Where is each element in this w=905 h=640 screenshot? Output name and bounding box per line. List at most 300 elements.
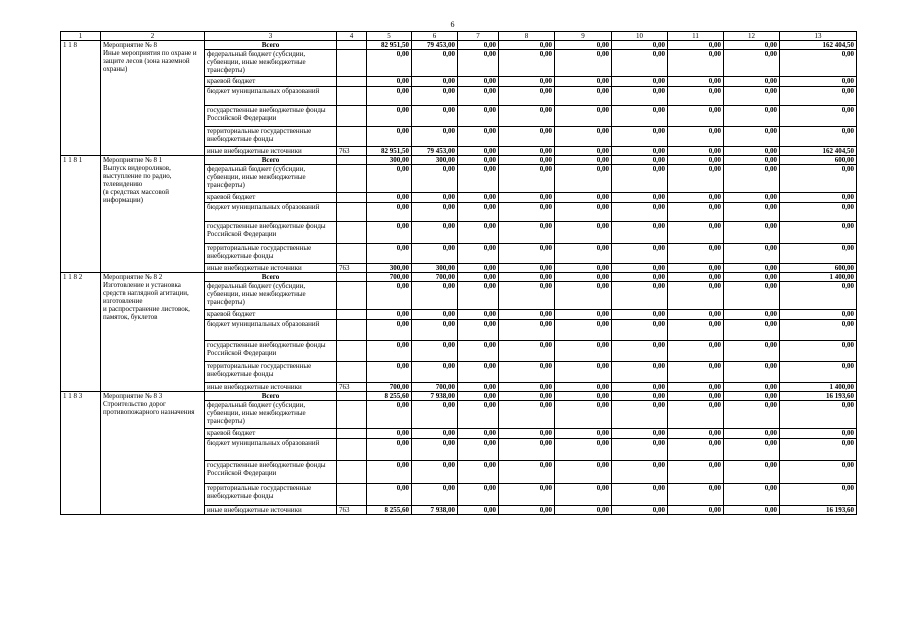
column-4-value: 763 — [337, 506, 367, 515]
amount-cell: 0,00 — [555, 147, 612, 156]
amount-cell: 0,00 — [412, 127, 458, 147]
funding-source: бюджет муниципальных образований — [205, 439, 337, 461]
column-header: 4 — [337, 32, 367, 41]
amount-cell: 0,00 — [724, 273, 780, 282]
amount-cell: 700,00 — [367, 383, 412, 392]
funding-source: бюджет муниципальных образований — [205, 320, 337, 341]
amount-cell: 0,00 — [612, 439, 668, 461]
column-4-value — [337, 484, 367, 506]
amount-cell: 0,00 — [367, 461, 412, 484]
amount-cell: 0,00 — [458, 264, 499, 273]
column-4-value — [337, 341, 367, 362]
funding-source: краевой бюджет — [205, 310, 337, 320]
column-header: 2 — [101, 32, 205, 41]
amount-cell: 0,00 — [458, 310, 499, 320]
column-4-value: 763 — [337, 147, 367, 156]
amount-cell: 0,00 — [499, 484, 555, 506]
amount-cell: 82 951,50 — [367, 147, 412, 156]
amount-cell: 0,00 — [458, 50, 499, 77]
amount-cell: 0,00 — [412, 310, 458, 320]
amount-cell: 0,00 — [555, 264, 612, 273]
amount-cell: 0,00 — [367, 401, 412, 429]
amount-cell: 0,00 — [780, 203, 857, 222]
amount-cell: 0,00 — [724, 156, 780, 165]
amount-cell: 700,00 — [412, 273, 458, 282]
measure-description: Мероприятие № 8 2 Изготовление и установка средств наглядной агитации, изготовление и распространение листовок, памяток, буклетов — [101, 273, 205, 392]
amount-cell: 0,00 — [499, 222, 555, 244]
amount-cell: 0,00 — [367, 310, 412, 320]
amount-cell: 0,00 — [499, 77, 555, 87]
amount-cell: 0,00 — [612, 193, 668, 203]
column-4-value — [337, 461, 367, 484]
amount-cell: 0,00 — [612, 106, 668, 127]
column-header: 7 — [458, 32, 499, 41]
funding-source: Всего — [205, 392, 337, 401]
amount-cell: 0,00 — [458, 156, 499, 165]
amount-cell: 0,00 — [668, 156, 724, 165]
amount-cell: 0,00 — [458, 383, 499, 392]
amount-cell: 0,00 — [780, 429, 857, 439]
amount-cell: 0,00 — [367, 429, 412, 439]
amount-cell: 0,00 — [780, 222, 857, 244]
column-4-value — [337, 165, 367, 193]
budget-table — [60, 31, 857, 515]
amount-cell: 0,00 — [458, 484, 499, 506]
amount-cell: 0,00 — [612, 127, 668, 147]
amount-cell: 0,00 — [668, 203, 724, 222]
amount-cell: 0,00 — [612, 282, 668, 310]
amount-cell: 0,00 — [780, 320, 857, 341]
amount-cell: 0,00 — [668, 264, 724, 273]
amount-cell: 0,00 — [555, 392, 612, 401]
amount-cell: 0,00 — [555, 484, 612, 506]
amount-cell: 0,00 — [780, 165, 857, 193]
column-4-value — [337, 320, 367, 341]
funding-source: краевой бюджет — [205, 193, 337, 203]
column-4-value: 763 — [337, 383, 367, 392]
funding-source: Всего — [205, 273, 337, 282]
amount-cell: 0,00 — [412, 203, 458, 222]
amount-cell: 0,00 — [724, 193, 780, 203]
measure-code: 1 1 8 — [61, 41, 101, 156]
amount-cell: 0,00 — [367, 50, 412, 77]
amount-cell: 0,00 — [612, 310, 668, 320]
amount-cell: 0,00 — [668, 165, 724, 193]
amount-cell: 0,00 — [555, 282, 612, 310]
amount-cell: 0,00 — [724, 165, 780, 193]
amount-cell: 0,00 — [499, 50, 555, 77]
amount-cell: 0,00 — [367, 77, 412, 87]
funding-source: территориальные государственные внебюджетные фонды — [205, 362, 337, 383]
amount-cell: 0,00 — [555, 244, 612, 264]
funding-source: иные внебюджетные источники — [205, 147, 337, 156]
funding-source: краевой бюджет — [205, 77, 337, 87]
funding-source: государственные внебюджетные фонды Российской Федерации — [205, 341, 337, 362]
column-header: 11 — [668, 32, 724, 41]
amount-cell: 0,00 — [668, 392, 724, 401]
amount-cell: 0,00 — [612, 87, 668, 106]
amount-cell: 0,00 — [724, 87, 780, 106]
column-4-value — [337, 203, 367, 222]
amount-cell: 0,00 — [780, 282, 857, 310]
amount-cell: 0,00 — [499, 506, 555, 515]
amount-cell: 0,00 — [612, 383, 668, 392]
amount-cell: 0,00 — [724, 484, 780, 506]
amount-cell: 0,00 — [458, 203, 499, 222]
measure-code: 1 1 8 3 — [61, 392, 101, 515]
amount-cell: 1 400,00 — [780, 383, 857, 392]
amount-cell: 79 453,00 — [412, 147, 458, 156]
amount-cell: 0,00 — [612, 362, 668, 383]
amount-cell: 0,00 — [412, 165, 458, 193]
column-header-row — [61, 32, 857, 41]
column-4-value — [337, 127, 367, 147]
amount-cell: 0,00 — [458, 273, 499, 282]
amount-cell: 0,00 — [499, 203, 555, 222]
amount-cell: 0,00 — [412, 401, 458, 429]
amount-cell: 0,00 — [412, 341, 458, 362]
amount-cell: 700,00 — [412, 383, 458, 392]
amount-cell: 0,00 — [724, 282, 780, 310]
amount-cell: 0,00 — [612, 506, 668, 515]
amount-cell: 0,00 — [612, 41, 668, 50]
amount-cell: 0,00 — [668, 87, 724, 106]
amount-cell: 0,00 — [668, 310, 724, 320]
table-row — [61, 273, 857, 282]
amount-cell: 0,00 — [555, 156, 612, 165]
amount-cell: 0,00 — [412, 222, 458, 244]
amount-cell: 0,00 — [724, 106, 780, 127]
column-4-value: 763 — [337, 264, 367, 273]
amount-cell: 0,00 — [458, 401, 499, 429]
amount-cell: 0,00 — [458, 193, 499, 203]
amount-cell: 0,00 — [412, 461, 458, 484]
amount-cell: 0,00 — [780, 106, 857, 127]
amount-cell: 0,00 — [724, 244, 780, 264]
amount-cell: 0,00 — [458, 506, 499, 515]
amount-cell: 0,00 — [612, 461, 668, 484]
column-header: 5 — [367, 32, 412, 41]
amount-cell: 0,00 — [412, 50, 458, 77]
funding-source: федеральный бюджет (субсидии, субвенции, иные межбюджетные трансферты) — [205, 50, 337, 77]
amount-cell: 0,00 — [724, 461, 780, 484]
amount-cell: 0,00 — [412, 439, 458, 461]
amount-cell: 79 453,00 — [412, 41, 458, 50]
amount-cell: 0,00 — [412, 282, 458, 310]
amount-cell: 0,00 — [612, 203, 668, 222]
funding-source: бюджет муниципальных образований — [205, 87, 337, 106]
amount-cell: 300,00 — [367, 156, 412, 165]
amount-cell: 0,00 — [412, 362, 458, 383]
measure-description: Мероприятие № 8 3 Строительство дорог противопожарного назначения — [101, 392, 205, 515]
amount-cell: 0,00 — [668, 341, 724, 362]
amount-cell: 0,00 — [780, 244, 857, 264]
amount-cell: 0,00 — [458, 320, 499, 341]
amount-cell: 0,00 — [612, 341, 668, 362]
funding-source: территориальные государственные внебюджетные фонды — [205, 244, 337, 264]
amount-cell: 0,00 — [555, 506, 612, 515]
column-header: 12 — [724, 32, 780, 41]
amount-cell: 7 938,00 — [412, 392, 458, 401]
amount-cell: 0,00 — [724, 362, 780, 383]
amount-cell: 0,00 — [668, 222, 724, 244]
amount-cell: 0,00 — [499, 320, 555, 341]
column-4-value — [337, 50, 367, 77]
amount-cell: 0,00 — [458, 165, 499, 193]
amount-cell: 0,00 — [555, 106, 612, 127]
column-4-value — [337, 87, 367, 106]
amount-cell: 0,00 — [780, 439, 857, 461]
amount-cell: 0,00 — [458, 147, 499, 156]
amount-cell: 0,00 — [499, 401, 555, 429]
amount-cell: 0,00 — [668, 273, 724, 282]
amount-cell: 0,00 — [367, 341, 412, 362]
amount-cell: 0,00 — [367, 362, 412, 383]
amount-cell: 300,00 — [367, 264, 412, 273]
column-header: 13 — [780, 32, 857, 41]
amount-cell: 0,00 — [668, 401, 724, 429]
amount-cell: 0,00 — [612, 392, 668, 401]
amount-cell: 0,00 — [499, 87, 555, 106]
amount-cell: 0,00 — [668, 282, 724, 310]
funding-source: территориальные государственные внебюджетные фонды — [205, 127, 337, 147]
amount-cell: 0,00 — [724, 401, 780, 429]
column-header: 9 — [555, 32, 612, 41]
amount-cell: 0,00 — [724, 77, 780, 87]
amount-cell: 0,00 — [668, 362, 724, 383]
funding-source: государственные внебюджетные фонды Российской Федерации — [205, 106, 337, 127]
amount-cell: 0,00 — [499, 193, 555, 203]
column-4-value — [337, 362, 367, 383]
amount-cell: 0,00 — [612, 429, 668, 439]
amount-cell: 0,00 — [780, 362, 857, 383]
amount-cell: 0,00 — [780, 401, 857, 429]
amount-cell: 0,00 — [367, 244, 412, 264]
amount-cell: 0,00 — [555, 77, 612, 87]
amount-cell: 0,00 — [499, 429, 555, 439]
amount-cell: 0,00 — [724, 383, 780, 392]
funding-source: иные внебюджетные источники — [205, 264, 337, 273]
amount-cell: 600,00 — [780, 264, 857, 273]
amount-cell: 0,00 — [499, 392, 555, 401]
amount-cell: 0,00 — [668, 127, 724, 147]
amount-cell: 0,00 — [555, 203, 612, 222]
amount-cell: 0,00 — [412, 429, 458, 439]
amount-cell: 0,00 — [367, 203, 412, 222]
amount-cell: 0,00 — [555, 273, 612, 282]
column-header: 8 — [499, 32, 555, 41]
column-4-value — [337, 273, 367, 282]
amount-cell: 0,00 — [412, 106, 458, 127]
funding-source: федеральный бюджет (субсидии, субвенции, иные межбюджетные трансферты) — [205, 401, 337, 429]
amount-cell: 8 255,60 — [367, 506, 412, 515]
amount-cell: 0,00 — [412, 193, 458, 203]
amount-cell: 0,00 — [555, 193, 612, 203]
amount-cell: 0,00 — [612, 401, 668, 429]
amount-cell: 0,00 — [612, 484, 668, 506]
amount-cell: 0,00 — [499, 147, 555, 156]
column-4-value — [337, 41, 367, 50]
column-header: 10 — [612, 32, 668, 41]
amount-cell: 0,00 — [555, 320, 612, 341]
amount-cell: 0,00 — [458, 429, 499, 439]
amount-cell: 0,00 — [458, 106, 499, 127]
amount-cell: 0,00 — [724, 147, 780, 156]
amount-cell: 0,00 — [499, 439, 555, 461]
amount-cell: 0,00 — [499, 273, 555, 282]
amount-cell: 0,00 — [668, 383, 724, 392]
amount-cell: 0,00 — [724, 429, 780, 439]
amount-cell: 0,00 — [555, 50, 612, 77]
amount-cell: 0,00 — [780, 193, 857, 203]
amount-cell: 0,00 — [367, 439, 412, 461]
column-4-value — [337, 156, 367, 165]
amount-cell: 0,00 — [612, 165, 668, 193]
amount-cell: 0,00 — [499, 127, 555, 147]
amount-cell: 0,00 — [612, 147, 668, 156]
amount-cell: 0,00 — [458, 362, 499, 383]
column-4-value — [337, 401, 367, 429]
column-4-value — [337, 193, 367, 203]
amount-cell: 700,00 — [367, 273, 412, 282]
column-header: 6 — [412, 32, 458, 41]
amount-cell: 0,00 — [555, 222, 612, 244]
amount-cell: 0,00 — [668, 429, 724, 439]
amount-cell: 0,00 — [499, 341, 555, 362]
measure-description: Мероприятие № 8 1 Выпуск видеороликов, выступление по радио, телевидению (в средствах массовой информации) — [101, 156, 205, 273]
amount-cell: 0,00 — [780, 461, 857, 484]
amount-cell: 16 193,60 — [780, 506, 857, 515]
amount-cell: 0,00 — [367, 106, 412, 127]
amount-cell: 0,00 — [555, 401, 612, 429]
amount-cell: 0,00 — [555, 439, 612, 461]
amount-cell: 0,00 — [780, 341, 857, 362]
amount-cell: 0,00 — [612, 50, 668, 77]
amount-cell: 0,00 — [555, 165, 612, 193]
funding-source: краевой бюджет — [205, 429, 337, 439]
amount-cell: 0,00 — [458, 439, 499, 461]
amount-cell: 0,00 — [612, 264, 668, 273]
amount-cell: 0,00 — [458, 461, 499, 484]
amount-cell: 0,00 — [668, 320, 724, 341]
measure-code: 1 1 8 1 — [61, 156, 101, 273]
amount-cell: 0,00 — [499, 264, 555, 273]
amount-cell: 0,00 — [367, 320, 412, 341]
amount-cell: 0,00 — [668, 50, 724, 77]
amount-cell: 16 193,60 — [780, 392, 857, 401]
column-4-value — [337, 439, 367, 461]
amount-cell: 0,00 — [780, 50, 857, 77]
column-4-value — [337, 429, 367, 439]
amount-cell: 0,00 — [780, 310, 857, 320]
measure-code: 1 1 8 2 — [61, 273, 101, 392]
amount-cell: 0,00 — [668, 461, 724, 484]
amount-cell: 8 255,60 — [367, 392, 412, 401]
amount-cell: 0,00 — [458, 392, 499, 401]
amount-cell: 0,00 — [458, 127, 499, 147]
measure-description: Мероприятие № 8 Иные мероприятия по охране и защите лесов (зона наземной охраны) — [101, 41, 205, 156]
amount-cell: 0,00 — [499, 156, 555, 165]
column-4-value — [337, 106, 367, 127]
amount-cell: 0,00 — [412, 484, 458, 506]
amount-cell: 0,00 — [555, 461, 612, 484]
amount-cell: 0,00 — [555, 341, 612, 362]
funding-source: территориальные государственные внебюджетные фонды — [205, 484, 337, 506]
amount-cell: 300,00 — [412, 156, 458, 165]
amount-cell: 0,00 — [780, 127, 857, 147]
amount-cell: 0,00 — [555, 41, 612, 50]
amount-cell: 0,00 — [668, 484, 724, 506]
amount-cell: 162 404,50 — [780, 147, 857, 156]
amount-cell: 0,00 — [555, 310, 612, 320]
amount-cell: 0,00 — [612, 77, 668, 87]
funding-source: Всего — [205, 156, 337, 165]
amount-cell: 0,00 — [367, 484, 412, 506]
amount-cell: 0,00 — [724, 203, 780, 222]
amount-cell: 0,00 — [412, 77, 458, 87]
funding-source: иные внебюджетные источники — [205, 383, 337, 392]
amount-cell: 0,00 — [612, 273, 668, 282]
amount-cell: 0,00 — [458, 244, 499, 264]
amount-cell: 0,00 — [412, 244, 458, 264]
amount-cell: 0,00 — [724, 439, 780, 461]
amount-cell: 0,00 — [367, 222, 412, 244]
amount-cell: 0,00 — [499, 383, 555, 392]
column-header: 1 — [61, 32, 101, 41]
amount-cell: 82 951,50 — [367, 41, 412, 50]
amount-cell: 0,00 — [668, 147, 724, 156]
amount-cell: 0,00 — [612, 244, 668, 264]
amount-cell: 0,00 — [499, 310, 555, 320]
amount-cell: 0,00 — [367, 282, 412, 310]
amount-cell: 0,00 — [780, 87, 857, 106]
amount-cell: 0,00 — [668, 106, 724, 127]
amount-cell: 0,00 — [555, 362, 612, 383]
amount-cell: 0,00 — [499, 244, 555, 264]
table-row — [61, 156, 857, 165]
page-number: 6 — [450, 20, 455, 29]
table-row — [61, 41, 857, 50]
amount-cell: 0,00 — [724, 310, 780, 320]
amount-cell: 0,00 — [668, 77, 724, 87]
amount-cell: 0,00 — [780, 77, 857, 87]
amount-cell: 0,00 — [499, 282, 555, 310]
amount-cell: 0,00 — [668, 439, 724, 461]
amount-cell: 0,00 — [724, 320, 780, 341]
amount-cell: 0,00 — [367, 193, 412, 203]
funding-source: иные внебюджетные источники — [205, 506, 337, 515]
amount-cell: 0,00 — [555, 87, 612, 106]
amount-cell: 0,00 — [555, 429, 612, 439]
amount-cell: 0,00 — [412, 320, 458, 341]
amount-cell: 0,00 — [499, 165, 555, 193]
amount-cell: 0,00 — [458, 282, 499, 310]
amount-cell: 0,00 — [458, 87, 499, 106]
column-4-value — [337, 310, 367, 320]
amount-cell: 0,00 — [612, 156, 668, 165]
amount-cell: 1 400,00 — [780, 273, 857, 282]
amount-cell: 0,00 — [367, 165, 412, 193]
column-4-value — [337, 392, 367, 401]
funding-source: федеральный бюджет (субсидии, субвенции, иные межбюджетные трансферты) — [205, 165, 337, 193]
amount-cell: 0,00 — [499, 41, 555, 50]
amount-cell: 0,00 — [724, 506, 780, 515]
amount-cell: 7 938,00 — [412, 506, 458, 515]
column-4-value — [337, 244, 367, 264]
funding-source: государственные внебюджетные фонды Российской Федерации — [205, 222, 337, 244]
amount-cell: 0,00 — [555, 383, 612, 392]
column-4-value — [337, 282, 367, 310]
